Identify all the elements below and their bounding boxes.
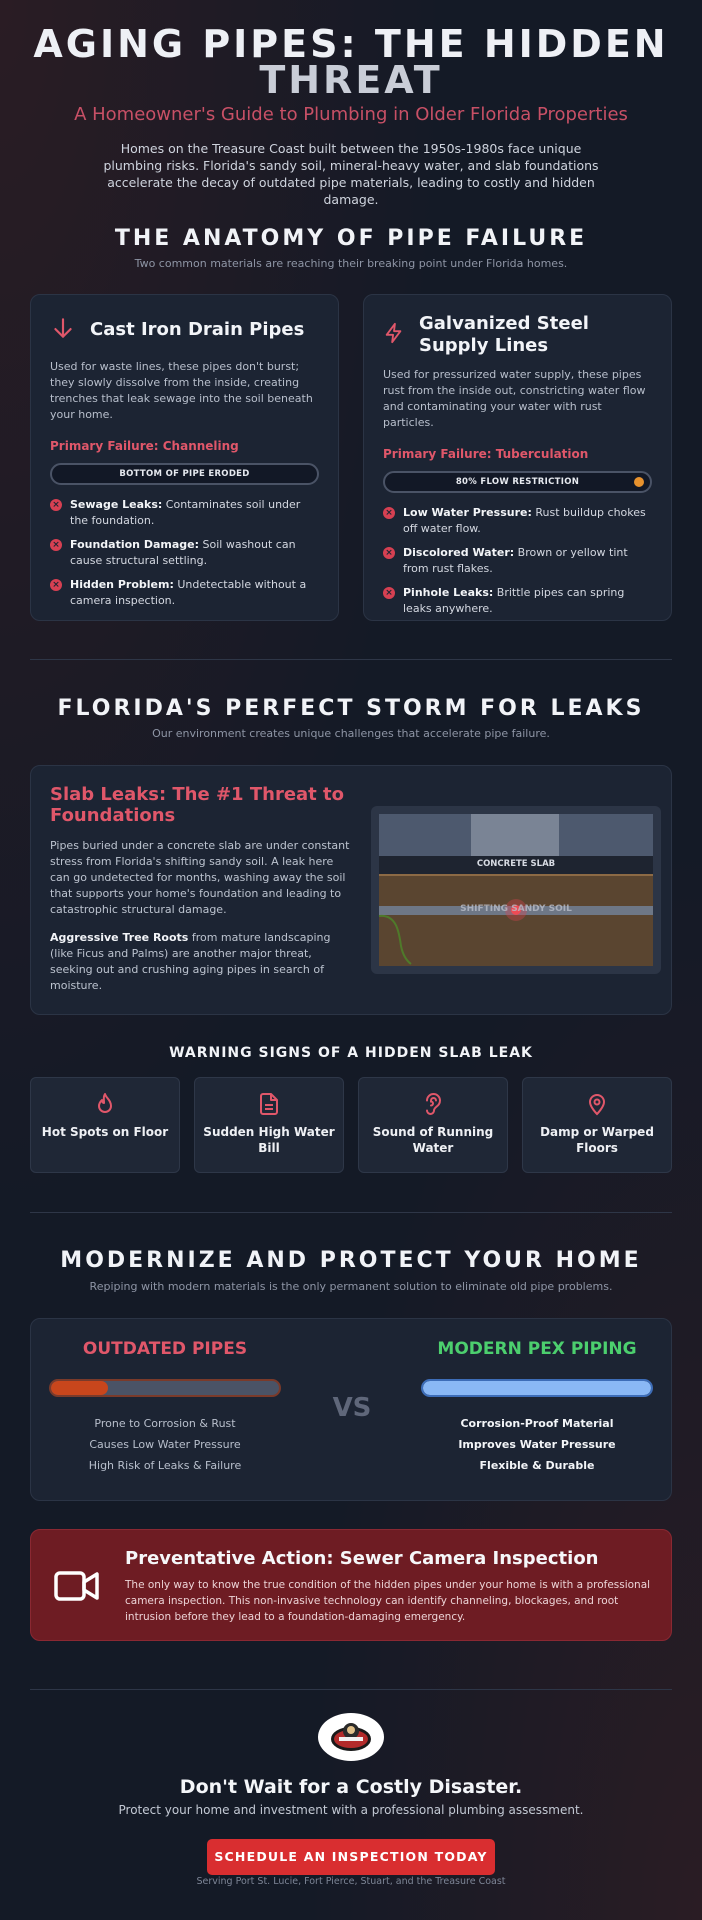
list-item [50,497,319,529]
page-title [30,22,672,102]
slab-leak-title: Slab Leaks: The #1 Threat to Foundations [50,784,345,826]
x-circle-icon: × [383,507,395,519]
map-pin-icon [523,1092,671,1118]
outdated-pipes-bar [49,1379,281,1397]
footer-headline: Don't Wait for a Costly Disaster. [179,1776,523,1798]
restriction-dot [634,477,644,487]
flow-bar-label: 80% FLOW RESTRICTION [455,477,580,487]
list-item: Causes Low Water Pressure [89,1438,241,1451]
tree-roots-bold: Aggressive Tree Roots [50,931,189,944]
x-circle-icon: × [383,587,395,599]
service-area-text: Serving Port St. Lucie, Fort Pierce, Stuart, and the Treasure Coast [196,1876,506,1887]
card-description: Used for waste lines, these pipes don't burst; they slowly dissolve from the inside, creating trenches that leak sewage into the soil beneath your home. [50,360,313,421]
tree-roots-paragraph [50,930,350,994]
list-item [383,585,652,617]
warning-sign-card [522,1077,672,1173]
item-bold: Hidden Problem: [70,578,174,591]
card-description: Used for pressurized water supply, these pipes rust from the inside out, constricting water flow and contaminating your water with rust particles. [383,368,646,429]
comparison-card [30,1318,672,1501]
item-bold: Low Water Pressure: [403,506,532,519]
outdated-pipes-list [49,1413,281,1476]
x-circle-icon: × [383,547,395,559]
versus-label: VS [332,1393,372,1423]
lightning-icon [383,322,405,348]
ear-icon [359,1092,507,1118]
title-line-2: THREAT [259,58,443,102]
flame-icon [31,1092,179,1118]
outdated-pipes-column [49,1339,281,1476]
x-circle-icon: × [50,499,62,511]
card-title [419,313,589,357]
item-text: Brown or yellow tint from rust flakes. [403,546,628,575]
pex-piping-bar-fill [423,1381,651,1395]
cast-iron-card [30,294,339,621]
warning-signs-title: WARNING SIGNS OF A HIDDEN SLAB LEAK [169,1045,533,1061]
flow-restriction-bar [383,471,652,493]
x-circle-icon: × [50,579,62,591]
page-subtitle: A Homeowner's Guide to Plumbing in Older Florida Properties [74,104,628,125]
item-bold: Pinhole Leaks: [403,586,494,599]
pex-piping-title: MODERN PEX PIPING [437,1339,637,1359]
warning-sign-card [30,1077,180,1173]
consequence-list [383,505,652,617]
warning-sign-card [194,1077,344,1173]
list-item: Improves Water Pressure [458,1438,616,1451]
failure-bar-label: BOTTOM OF PIPE ERODED [119,469,250,479]
list-item: High Risk of Leaks & Failure [88,1459,242,1472]
item-bold: Foundation Damage: [70,538,200,551]
camera-inspection-title: Preventative Action: Sewer Camera Inspection [125,1548,599,1569]
item-text: Contaminates soil under the foundation. [70,498,301,527]
sandy-soil-label: SHIFTING SANDY SOIL [460,904,572,914]
anatomy-section-subtitle: Two common materials are reaching their breaking point under Florida homes. [134,257,568,270]
outdated-pipes-bar-fill [51,1381,108,1395]
list-item [383,505,652,537]
primary-failure: Primary Failure: Channeling [50,439,239,453]
concrete-slab-label: CONCRETE SLAB [476,859,556,869]
storm-section-title: FLORIDA'S PERFECT STORM FOR LEAKS [57,696,645,721]
camera-inspection-card [30,1529,672,1641]
warning-sign-label: Sound of Running Water [372,1125,494,1155]
camera-inspection-text: The only way to know the true condition of the hidden pipes under your home is with a professional camera inspection. This non-invasive technology can identify channeling, blockages, and root intrusion before they lead to a foundation-damaging emergency. [125,1579,651,1623]
document-icon [195,1092,343,1118]
section-divider [30,659,672,660]
consequence-list [50,497,319,609]
slab-diagram [371,806,661,974]
intro-paragraph: Homes on the Treasure Coast built between the 1950s-1980s face unique plumbing risks. Florida's sandy soil, mineral-heavy water, and slab foundations accelerate the decay of outdated pipe materials, leading to costly and hidden damage. [103,141,599,207]
item-text: Undetectable without a camera inspection. [70,578,307,607]
pex-piping-column [421,1339,653,1476]
arrow-down-icon [50,315,76,345]
slab-leak-paragraph: Pipes buried under a concrete slab are under constant stress from Florida's shifting sandy soil. A leak here can go undetected for months, washing away the soil that supports your home's foundation and leading to catastrophic structural damage. [50,839,350,916]
storm-section-subtitle: Our environment creates unique challenges that accelerate pipe failure. [152,727,550,740]
warning-sign-card [358,1077,508,1173]
card-title-line-2: Supply Lines [419,335,549,356]
galvanized-steel-card [363,294,672,621]
item-text: Brittle pipes can spring leaks anywhere. [403,586,625,615]
slab-leak-card [30,765,672,1015]
list-item [50,577,319,609]
modernize-section-title: MODERNIZE AND PROTECT YOUR HOME [60,1248,642,1273]
list-item: Prone to Corrosion & Rust [94,1417,236,1430]
failure-indicator-bar [50,463,319,485]
pex-piping-list [421,1413,653,1476]
warning-sign-label: Hot Spots on Floor [41,1125,169,1139]
list-item [383,545,652,577]
list-item [50,537,319,569]
video-camera-icon [53,1566,101,1610]
section-divider [30,1689,672,1690]
footer-subtext: Protect your home and investment with a professional plumbing assessment. [118,1803,584,1817]
company-logo [318,1713,384,1761]
tree-roots-text: from mature landscaping (like Ficus and Palms) are another major threat, seeking out and crushing aging pipes in search of moisture. [50,931,331,992]
warning-sign-label: Damp or Warped Floors [540,1125,654,1155]
section-divider [30,1212,672,1213]
x-circle-icon: × [50,539,62,551]
list-item: Flexible & Durable [479,1459,595,1472]
item-text: Soil washout can cause structural settling. [70,538,296,567]
schedule-inspection-button[interactable]: SCHEDULE AN INSPECTION TODAY [207,1839,495,1875]
list-item: Corrosion-Proof Material [460,1417,614,1430]
primary-failure: Primary Failure: Tuberculation [383,447,589,461]
title-line-1: AGING PIPES: THE HIDDEN [33,22,669,66]
item-bold: Discolored Water: [403,546,515,559]
anatomy-section-title: THE ANATOMY OF PIPE FAILURE [114,226,588,251]
item-bold: Sewage Leaks: [70,498,163,511]
card-title: Cast Iron Drain Pipes [90,319,305,340]
modernize-section-subtitle: Repiping with modern materials is the only permanent solution to eliminate old pipe problems. [89,1280,613,1293]
warning-sign-label: Sudden High Water Bill [203,1125,335,1155]
pex-piping-bar [421,1379,653,1397]
card-title-line-1: Galvanized Steel [419,313,589,334]
outdated-pipes-title: OUTDATED PIPES [82,1339,248,1359]
item-text: Rust buildup chokes off water flow. [403,506,646,535]
